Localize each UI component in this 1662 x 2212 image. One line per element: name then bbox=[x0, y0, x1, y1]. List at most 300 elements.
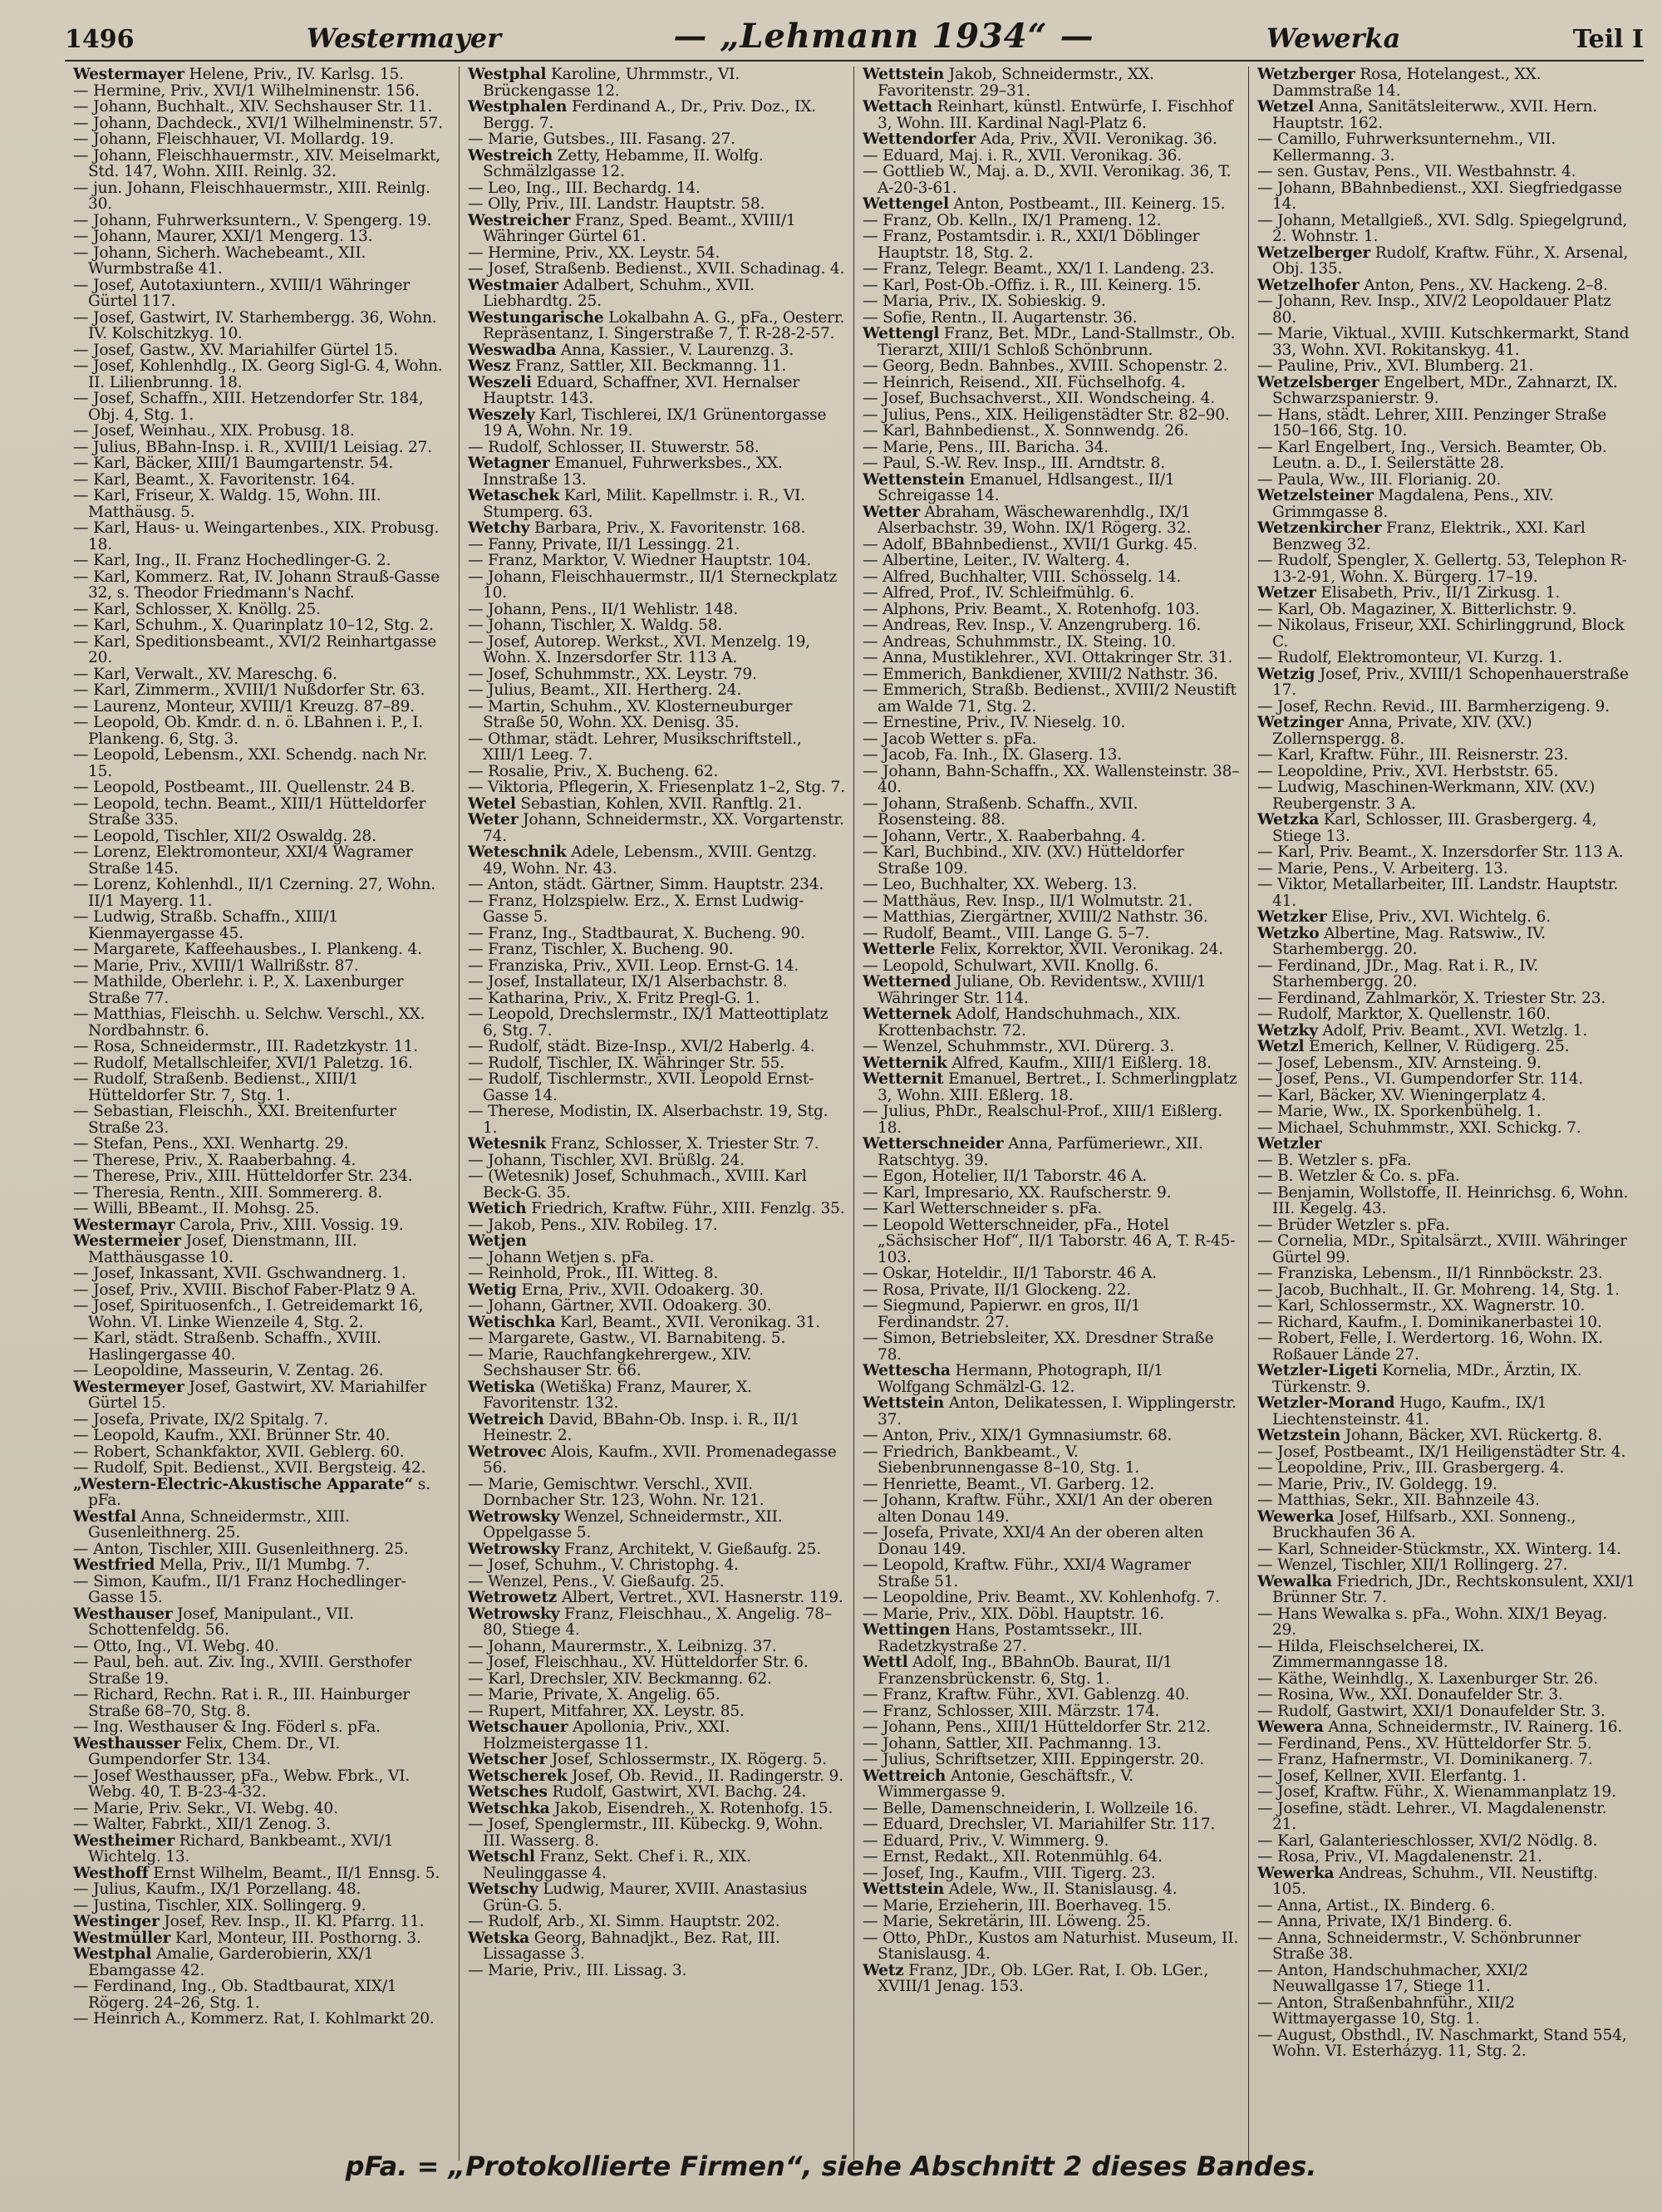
directory-entry bbox=[73, 1070, 450, 1104]
entry-text: — Josef, Straßenb. Bedienst., XVII. Schadinag. 4. bbox=[468, 260, 845, 278]
directory-entry bbox=[468, 455, 845, 489]
directory-entry bbox=[1257, 1896, 1635, 1915]
directory-entry bbox=[73, 1135, 450, 1153]
directory-entry bbox=[1257, 1799, 1635, 1833]
entry-text: Ada, Priv., XVII. Veronikag. 36. bbox=[976, 130, 1217, 148]
entry-text: Anna, Parfümeriewr., XII. Ratschtyg. 39. bbox=[878, 1135, 1203, 1169]
directory-entry bbox=[1257, 1993, 1635, 2028]
entry-text: — Karl, Speditionsbeamt., XVI/2 Reinhartgasse 20. bbox=[73, 632, 437, 666]
directory-entry bbox=[73, 1167, 450, 1185]
directory-entry bbox=[863, 1135, 1240, 1169]
directory-entry bbox=[73, 1540, 450, 1558]
directory-entry bbox=[1257, 1459, 1635, 1477]
entry-surname: Wetiska bbox=[468, 1378, 535, 1396]
entry-text: — Marie, Priv., III. Lissag. 3. bbox=[468, 1961, 687, 1979]
directory-entry bbox=[1257, 66, 1635, 100]
entry-text: — Egon, Hotelier, II/1 Taborstr. 46 A. bbox=[863, 1167, 1148, 1185]
directory-entry bbox=[73, 1767, 450, 1801]
directory-entry bbox=[1257, 1831, 1635, 1850]
entry-surname: Wetschy bbox=[468, 1880, 538, 1898]
directory-entry bbox=[468, 1005, 845, 1040]
entry-text: — Camillo, Fuhrwerksunternehm., VII. Kellermanng. 3. bbox=[1257, 130, 1556, 165]
directory-entry bbox=[468, 1751, 845, 1768]
directory-entry bbox=[73, 1637, 450, 1655]
directory-entry bbox=[1257, 908, 1635, 926]
entry-text: — Anton, Handschuhmacher, XXI/2 Neuwallgasse 17, Stiege 11. bbox=[1257, 1961, 1528, 1995]
entry-text: Emanuel, Fuhrwerksbes., XX. Innstraße 13. bbox=[483, 455, 783, 489]
entry-text: Friedrich, JDr., Rechtskonsulent, XXI/1 Brünner Str. 7. bbox=[1272, 1572, 1635, 1606]
entry-text: Karl, Milit. Kapellmstr. i. R., VI. Stumperg. 63. bbox=[483, 487, 805, 521]
entry-text: — Ernst, Redakt., XII. Rotenmühlg. 64. bbox=[863, 1848, 1163, 1865]
directory-entry bbox=[468, 308, 845, 342]
entry-text: — Wenzel, Tischler, XII/1 Rollingerg. 27. bbox=[1257, 1556, 1568, 1574]
entry-text: Adalbert, Schuhm., XVII. Liebhardtg. 25. bbox=[483, 276, 755, 310]
directory-entry bbox=[468, 1070, 845, 1104]
directory-entry bbox=[863, 130, 1240, 148]
entry-text: Josef, Priv., XVIII/1 Schopenhauerstraße 17. bbox=[1272, 665, 1629, 699]
directory-entry bbox=[1257, 1216, 1635, 1234]
entry-text: Franz, Sped. Beamt., XVIII/1 Währinger Gürtel 61. bbox=[483, 211, 796, 245]
entry-text: Franz, Elektrik., XXI. Karl Benzweg 32. bbox=[1272, 519, 1586, 553]
directory-entry bbox=[468, 341, 845, 359]
directory-entry bbox=[73, 211, 450, 229]
directory-entry bbox=[73, 308, 450, 342]
entry-text: — Oskar, Hoteldir., II/1 Taborstr. 46 A. bbox=[863, 1265, 1157, 1282]
directory-entry bbox=[863, 617, 1240, 634]
entry-text: — Anna, Artist., IX. Binderg. 6. bbox=[1257, 1896, 1496, 1915]
directory-entry bbox=[73, 1038, 450, 1055]
entry-text: — Franz, Holzspielw. Erz., X. Ernst Ludwig-Gasse 5. bbox=[468, 892, 804, 926]
directory-entry bbox=[1257, 519, 1635, 553]
entry-text: — Julius, Beamt., XII. Hertherg. 24. bbox=[468, 681, 742, 699]
entry-surname: Wetzer bbox=[1257, 584, 1316, 602]
entry-text: — Theresia, Rentn., XIII. Sommererg. 8. bbox=[73, 1183, 383, 1202]
column-3 bbox=[854, 66, 1249, 2160]
directory-entry bbox=[1257, 1232, 1635, 1266]
entry-surname: Wetel bbox=[468, 794, 516, 813]
entry-text: — Anton, Straßenbahnführ., XII/2 Wittmayergasse 10, Stg. 1. bbox=[1257, 1993, 1515, 2028]
entry-text: — Franz, Ob. Kelln., IX/1 Prameng. 12. bbox=[863, 211, 1162, 229]
entry-surname: Westmaier bbox=[468, 276, 558, 294]
directory-entry bbox=[863, 406, 1240, 424]
directory-entry bbox=[1257, 1767, 1635, 1785]
directory-entry bbox=[1257, 584, 1635, 602]
entry-text: Amalie, Garderobierin, XX/1 Ebamgasse 42. bbox=[88, 1945, 374, 1979]
entry-text: Emanuel, Bertret., I. Schmerlingplatz 3, Wohn. XIII. Eßlerg. 18. bbox=[878, 1070, 1237, 1104]
entry-text: — Johann, Fleischhauer, VI. Mollardg. 19. bbox=[73, 130, 395, 148]
directory-entry bbox=[468, 1783, 845, 1801]
directory-entry bbox=[73, 794, 450, 828]
entry-text: Helene, Priv., IV. Karlsg. 15. bbox=[184, 66, 404, 83]
entry-text: — Josef, Ing., Kaufm., VIII. Tigerg. 23. bbox=[863, 1864, 1156, 1882]
entry-text: Richard, Bankbeamt., XVI/1 Wichtelg. 13. bbox=[88, 1831, 394, 1865]
entry-text: — Leo, Buchhalter, XX. Weberg. 13. bbox=[863, 876, 1138, 893]
directory-entry bbox=[468, 843, 845, 877]
entry-text: — Karl, Bahnbedienst., X. Sonnwendg. 26. bbox=[863, 422, 1189, 440]
entry-text: — Leopold, Postbeamt., III. Quellenstr. 24 B. bbox=[73, 779, 416, 796]
directory-entry bbox=[863, 1427, 1240, 1444]
entry-text: — Johann, Kraftw. Führ., XXI/1 An der oberen alten Donau 149. bbox=[863, 1492, 1213, 1526]
directory-entry bbox=[73, 2010, 450, 2028]
directory-entry bbox=[1257, 438, 1635, 472]
entry-surname: Wetzko bbox=[1257, 924, 1320, 942]
directory-entry bbox=[73, 98, 450, 116]
directory-entry bbox=[468, 1669, 845, 1688]
entry-text: Magdalena, Pens., XIV. Grimmgasse 8. bbox=[1272, 487, 1554, 521]
entry-text: Anna, Sanitätsleiterww., XVII. Hern. Hauptstr. 162. bbox=[1272, 98, 1597, 132]
entry-text: — Heinrich, Reisend., XII. Füchselhofg. 4. bbox=[863, 373, 1186, 391]
directory-entry bbox=[863, 211, 1240, 229]
entry-text: — Rudolf, Beamt., VIII. Lange G. 5–7. bbox=[863, 924, 1150, 942]
directory-entry bbox=[1257, 1556, 1635, 1574]
directory-entry bbox=[1257, 779, 1635, 813]
entry-text: Jakob, Schneidermstr., XX. Favoritenstr. 29–31. bbox=[878, 66, 1154, 100]
entry-text: — Katharina, Priv., X. Fritz Pregl-G. 1. bbox=[468, 989, 760, 1007]
entry-text: Johann, Schneidermstr., XX. Vorgartenstr. 74. bbox=[483, 811, 844, 845]
directory-entry bbox=[1257, 762, 1635, 780]
directory-entry bbox=[863, 941, 1240, 958]
directory-entry bbox=[468, 811, 845, 845]
directory-entry bbox=[73, 1443, 450, 1461]
directory-entry bbox=[73, 357, 450, 391]
directory-entry bbox=[1257, 843, 1635, 861]
directory-entry bbox=[863, 714, 1240, 731]
directory-entry bbox=[863, 1281, 1240, 1299]
entry-text: — Johann, Bahn-Schaffn., XX. Wallensteinstr. 38–40. bbox=[863, 762, 1240, 796]
directory-entry bbox=[863, 1362, 1240, 1396]
entry-surname: Wetrowsky bbox=[468, 1540, 560, 1558]
directory-entry bbox=[73, 1330, 450, 1364]
directory-entry bbox=[468, 1654, 845, 1671]
entry-text: — Alphons, Priv. Beamt., X. Rotenhofg. 103. bbox=[863, 600, 1200, 618]
directory-entry bbox=[1257, 179, 1635, 213]
directory-entry bbox=[1257, 243, 1635, 278]
entry-text: — Leopold Wetterschneider, pFa., Hotel „Sächsischer Hof“, II/1 Taborstr. 46 A, T. R-45-103. bbox=[863, 1216, 1236, 1266]
entry-text: — Karl, Buchbind., XIV. (XV.) Hütteldorfer Straße 109. bbox=[863, 843, 1184, 877]
directory-entry bbox=[863, 1103, 1240, 1137]
directory-entry bbox=[73, 876, 450, 910]
entry-text: — Karl, Schneider-Stückmstr., XX. Winterg. 14. bbox=[1257, 1540, 1621, 1558]
directory-entry bbox=[468, 1330, 845, 1347]
directory-entry bbox=[73, 422, 450, 440]
entry-text: — Richard, Rechn. Rat i. R., III. Hainburger Straße 68–70, Stg. 8. bbox=[73, 1686, 410, 1720]
directory-entry bbox=[73, 455, 450, 472]
entry-text: — Paul, beh. aut. Ziv. Ing., XVIII. Gersthofer Straße 19. bbox=[73, 1654, 412, 1688]
directory-entry bbox=[863, 924, 1240, 942]
entry-surname: Westhausser bbox=[73, 1734, 181, 1752]
entry-text: — Josef Westhausser, pFa., Webw. Fbrk., VI. Webg. 40, T. B-23-4-32. bbox=[73, 1767, 411, 1801]
entry-text: — Matthäus, Rev. Insp., II/1 Wolmutstr. 21. bbox=[863, 892, 1193, 910]
entry-text: Adele, Lebensm., XVIII. Gentzg. 49, Wohn. Nr. 43. bbox=[483, 843, 817, 877]
directory-entry bbox=[1257, 1475, 1635, 1493]
entry-text: Zetty, Hebamme, II. Wolfg. Schmälzlgasse 12. bbox=[483, 146, 764, 180]
entry-text: — Marie, Sekretärin, III. Löweng. 25. bbox=[863, 1913, 1151, 1930]
directory-entry bbox=[468, 1167, 845, 1202]
directory-entry bbox=[1257, 1783, 1635, 1801]
directory-entry bbox=[468, 1913, 845, 1930]
entry-surname: Wetich bbox=[468, 1200, 527, 1217]
entry-text: — Franz, Ing., Stadtbaurat, X. Bucheng. 90. bbox=[468, 924, 805, 942]
entry-surname: Wetischka bbox=[468, 1313, 556, 1331]
entry-text: — Rosalie, Priv., X. Bucheng. 62. bbox=[468, 762, 719, 780]
entry-surname: Wetzenkircher bbox=[1257, 519, 1382, 537]
directory-entry bbox=[1257, 1265, 1635, 1282]
entry-text: — Therese, Modistin, IX. Alserbachstr. 19, Stg. 1. bbox=[468, 1103, 829, 1137]
directory-entry bbox=[73, 1103, 450, 1137]
entry-text: — Josef, Kraftw. Führ., X. Wienammanplatz 19. bbox=[1257, 1783, 1616, 1801]
directory-entry bbox=[863, 1443, 1240, 1477]
column-4 bbox=[1249, 66, 1644, 2160]
directory-entry bbox=[863, 1864, 1240, 1882]
entry-text: Anna, Kassier., V. Laurenzg. 3. bbox=[556, 341, 794, 359]
entry-text: Apollonia, Priv., XXI. Holzmeistergasse 11. bbox=[483, 1718, 730, 1752]
entry-text: — Johann, Buchhalt., XIV. Sechshauser Str. 11. bbox=[73, 98, 433, 116]
entry-text: — Rudolf, Gastwirt, XXI/1 Donaufelder Str. 3. bbox=[1257, 1702, 1605, 1720]
entry-text: Johann, Bäcker, XVI. Rückertg. 8. bbox=[1340, 1427, 1603, 1444]
directory-entry bbox=[73, 438, 450, 456]
entry-text: — Johann, Fuhrwerksuntern., V. Spengerg. 19. bbox=[73, 211, 432, 229]
directory-entry bbox=[73, 1265, 450, 1282]
directory-entry bbox=[1257, 1751, 1635, 1768]
entry-surname: Westphal bbox=[468, 66, 547, 83]
entry-surname: Westungarische bbox=[468, 308, 604, 327]
directory-entry bbox=[73, 1654, 450, 1688]
entry-text: Andreas, Schuhm., VII. Neustiftg. 105. bbox=[1272, 1864, 1598, 1898]
entry-text: — Hermine, Priv., XX. Leystr. 54. bbox=[468, 243, 720, 262]
entry-text: — Georg, Bedn. Bahnbes., XVIII. Schopenstr. 2. bbox=[863, 357, 1228, 375]
entry-text: Anton, Pens., XV. Hackeng. 2–8. bbox=[1359, 276, 1608, 294]
directory-entry bbox=[73, 1799, 450, 1817]
entry-surname: Weszeli bbox=[468, 373, 532, 391]
directory-entry bbox=[73, 390, 450, 424]
directory-entry bbox=[468, 730, 845, 764]
directory-entry bbox=[73, 243, 450, 278]
entry-text: — Alfred, Prof., IV. Schleifmühlg. 6. bbox=[863, 584, 1134, 602]
directory-entry bbox=[468, 438, 845, 456]
entry-text: — Karl, Galanterieschlosser, XVI/2 Nödlg. 8. bbox=[1257, 1831, 1598, 1850]
entry-surname: Wetig bbox=[468, 1281, 517, 1299]
directory-entry bbox=[863, 1492, 1240, 1526]
entry-surname: Wettenstein bbox=[863, 470, 965, 489]
entry-text: — Therese, Priv., XIII. Hütteldorfer Str. 234. bbox=[73, 1167, 413, 1185]
directory-entry bbox=[468, 260, 845, 278]
directory-entry bbox=[468, 519, 845, 537]
entry-text: — Rosa, Private, II/1 Glockeng. 22. bbox=[863, 1281, 1132, 1299]
directory-entry bbox=[73, 1427, 450, 1444]
entry-text: Karoline, Uhrmmstr., VI. Brückengasse 12. bbox=[483, 66, 740, 100]
entry-text: — Josefa, Private, XXI/4 An der oberen alten Donau 149. bbox=[863, 1524, 1204, 1558]
entry-text: — Josef, Inkassant, XVII. Gschwandnerg. 1. bbox=[73, 1265, 406, 1282]
entry-surname: Wetternek bbox=[863, 1005, 951, 1023]
entry-text: — Leopoldine, Priv., III. Grasbergerg. 4. bbox=[1257, 1459, 1565, 1477]
directory-entry bbox=[863, 260, 1240, 278]
entry-text: s. pFa. bbox=[88, 1475, 430, 1509]
entry-text: — Matthias, Fleischh. u. Selchw. Verschl., XX. Nordbahnstr. 6. bbox=[73, 1005, 425, 1040]
directory-entry bbox=[863, 876, 1240, 893]
directory-entry bbox=[73, 552, 450, 569]
directory-entry bbox=[73, 66, 450, 83]
entry-text: Kornelia, MDr., Ärztin, IX. Türkenstr. 9. bbox=[1272, 1362, 1582, 1396]
entry-text: — Josef, Installateur, IX/1 Alserbachstr. 8. bbox=[468, 973, 788, 990]
entry-text: — Leo, Ing., III. Bechardg. 14. bbox=[468, 179, 701, 197]
directory-entry bbox=[1257, 1913, 1635, 1930]
entry-text: Karl, Beamt., XVII. Veronikag. 31. bbox=[555, 1313, 820, 1331]
entry-text: — Josef, Spenglermstr., III. Kübeckg. 9, Wohn. III. Wasserg. 8. bbox=[468, 1816, 824, 1850]
entry-text: Franz, Schlosser, X. Triester Str. 7. bbox=[545, 1135, 819, 1153]
directory-entry bbox=[73, 1929, 450, 1947]
entry-text: — B. Wetzler & Co. s. pFa. bbox=[1257, 1167, 1460, 1185]
directory-entry bbox=[1257, 1961, 1635, 1995]
entry-text: — jun. Johann, Fleischhauermstr., XIII. Reinlg. 30. bbox=[73, 179, 430, 213]
directory-entry bbox=[73, 1507, 450, 1541]
directory-entry bbox=[1257, 1492, 1635, 1509]
entry-text: — Johann, Dachdeck., XVI/1 Wilhelminenstr. 57. bbox=[73, 114, 443, 132]
page-number: 1496 bbox=[65, 25, 135, 54]
entry-surname: Wetzberger bbox=[1257, 66, 1355, 83]
entry-text: — Robert, Felle, I. Werdertorg. 16, Wohn. IX. Roßauer Lände 27. bbox=[1257, 1330, 1603, 1364]
directory-entry bbox=[468, 1313, 845, 1331]
directory-entry bbox=[863, 66, 1240, 100]
entry-text: David, BBahn-Ob. Insp. i. R., II/1 Heinestr. 2. bbox=[483, 1410, 800, 1444]
entry-text: — Karl, städt. Straßenb. Schaffn., XVIII. Haslingergasse 40. bbox=[73, 1330, 381, 1364]
entry-text: Georg, Bahnadjkt., Bez. Rat, III. Lissagasse 3. bbox=[483, 1929, 780, 1963]
entry-text: — Leopold, Ob. Kmdr. d. n. ö. LBahnen i. P., I. Plankeng. 6, Stg. 3. bbox=[73, 714, 424, 748]
directory-entry bbox=[863, 470, 1240, 504]
entry-surname: Weteschnik bbox=[468, 843, 567, 861]
directory-entry bbox=[1257, 211, 1635, 245]
directory-entry bbox=[73, 130, 450, 148]
entry-text: Abraham, Wäschewarenhdlg., IX/1 Alserbachstr. 39, Wohn. IX/1 Rögerg. 32. bbox=[878, 503, 1192, 537]
directory-entry bbox=[468, 1880, 845, 1915]
entry-text: — Marie, Pens., V. Arbeiterg. 13. bbox=[1257, 859, 1508, 877]
entry-surname: Wewerka bbox=[1257, 1507, 1335, 1526]
entry-text: Karl, Tischlerei, IX/1 Grünentorgasse 19 A, Wohn. Nr. 19. bbox=[483, 406, 827, 440]
directory-entry bbox=[1257, 1054, 1635, 1072]
entry-surname: Wetzstein bbox=[1257, 1427, 1341, 1444]
entry-text: — Josef, Autotaxiuntern., XVIII/1 Währinger Gürtel 117. bbox=[73, 276, 411, 310]
directory-entry bbox=[1257, 98, 1635, 132]
directory-entry bbox=[73, 779, 450, 796]
entry-text: — Marie, Viktual., XVIII. Kutschkermarkt, Stand 33, Wohn. XVI. Rokitanskyg. 41. bbox=[1257, 325, 1630, 359]
entry-text: — Rudolf, Schlosser, II. Stuwerstr. 58. bbox=[468, 438, 760, 456]
directory-entry bbox=[863, 827, 1240, 845]
directory-entry bbox=[468, 779, 845, 796]
directory-entry bbox=[1257, 1605, 1635, 1639]
entry-text: Felix, Chem. Dr., VI. Gumpendorfer Str. 134. bbox=[88, 1734, 341, 1768]
directory-entry bbox=[863, 1297, 1240, 1331]
directory-entry bbox=[468, 130, 845, 148]
directory-entry bbox=[863, 1167, 1240, 1185]
directory-entry bbox=[863, 552, 1240, 569]
entry-surname: Wetzinger bbox=[1257, 714, 1344, 731]
entry-text: — Franz, Tischler, X. Bucheng. 90. bbox=[468, 941, 734, 958]
entry-text: Sebastian, Kohlen, XVII. Ranftlg. 21. bbox=[515, 794, 803, 813]
entry-text: — Margarete, Kaffeehausbes., I. Plankeng. 4. bbox=[73, 941, 422, 958]
entry-text: — Rudolf, Spit. Bedienst., XVII. Bergsteig. 42. bbox=[73, 1459, 426, 1477]
entry-text: Josef, Gastwirt, XV. Mariahilfer Gürtel 15. bbox=[88, 1378, 427, 1412]
directory-entry bbox=[863, 163, 1240, 197]
column-1 bbox=[65, 66, 460, 2160]
entry-surname: Wetzelberger bbox=[1257, 243, 1371, 262]
entry-text: (Wetiška) Franz, Maurer, X. Favoritenstr. 132. bbox=[483, 1378, 752, 1412]
entry-text: Rosa, Hotelangest., XX. Dammstraße 14. bbox=[1272, 66, 1542, 100]
directory-entry bbox=[1257, 1443, 1635, 1461]
directory-entry bbox=[1257, 163, 1635, 180]
entry-surname: Westheimer bbox=[73, 1831, 175, 1850]
entry-text: — Rudolf, Arb., XI. Simm. Hauptstr. 202. bbox=[468, 1913, 780, 1930]
directory-entry bbox=[468, 568, 845, 602]
entry-text: Franz, Fleischhau., X. Angelig. 78–80, Stiege 4. bbox=[483, 1605, 832, 1639]
directory-entry bbox=[863, 681, 1240, 715]
entry-text: Albert, Vertret., XVI. Hasnerstr. 119. bbox=[557, 1589, 843, 1606]
entry-surname: Wetschl bbox=[468, 1848, 535, 1865]
entry-surname: Wettendorfer bbox=[863, 130, 976, 148]
entry-surname: Wesz bbox=[468, 357, 511, 375]
entry-text: — Johann, Pens., II/1 Wehlistr. 148. bbox=[468, 600, 738, 618]
entry-text: — Karl, Ob. Magaziner, X. Bitterlichstr. 9. bbox=[1257, 600, 1577, 618]
entry-text: — Rudolf, Elektromonteur, VI. Kurzg. 1. bbox=[1257, 649, 1563, 666]
entry-text: — Josef, Priv., XVIII. Bischof Faber-Platz 9 A. bbox=[73, 1281, 416, 1299]
entry-text: — (Wetesnik) Josef, Schuhmach., XVIII. Karl Beck-G. 35. bbox=[468, 1167, 807, 1202]
entry-text: — Emmerich, Bankdiener, XVIII/2 Nathstr. 36. bbox=[863, 665, 1218, 683]
directory-entry bbox=[468, 876, 845, 893]
entry-text: — Franz, Marktor, V. Wiedner Hauptstr. 104. bbox=[468, 552, 812, 569]
entry-text: — Leopoldine, Priv. Beamt., XV. Kohlenhofg. 7. bbox=[863, 1589, 1220, 1606]
entry-surname: Wetzel bbox=[1257, 98, 1315, 116]
directory-entry bbox=[863, 730, 1240, 748]
directory-entry bbox=[468, 941, 845, 958]
entry-text: — Simon, Betriebsleiter, XX. Dresdner Straße 78. bbox=[863, 1330, 1214, 1364]
entry-text: — Robert, Schankfaktor, XVII. Geblerg. 60. bbox=[73, 1443, 405, 1461]
entry-surname: Westfal bbox=[73, 1507, 136, 1526]
entry-text: — Leopold, Schulwart, XVII. Knollg. 6. bbox=[863, 956, 1159, 975]
entry-text: Anton, Postbeamt., III. Keinerg. 15. bbox=[948, 195, 1226, 213]
directory-entry bbox=[863, 455, 1240, 472]
part-label: Teil I bbox=[1572, 25, 1644, 54]
directory-entry bbox=[1257, 714, 1635, 748]
entry-text: — Johann, Sattler, XII. Pachmanng. 13. bbox=[863, 1734, 1162, 1752]
entry-surname: Westreich bbox=[468, 146, 553, 165]
directory-entry bbox=[468, 1378, 845, 1412]
entry-text: — Nikolaus, Friseur, XXI. Schirlinggrund, Block C. bbox=[1257, 617, 1625, 651]
entry-text: — Ernestine, Priv., IV. Nieselg. 10. bbox=[863, 714, 1126, 731]
directory-entry bbox=[73, 1475, 450, 1509]
directory-entry bbox=[468, 535, 845, 553]
entry-surname: Wetzky bbox=[1257, 1021, 1318, 1040]
directory-entry bbox=[1257, 649, 1635, 666]
entry-surname: Wetchy bbox=[468, 519, 530, 537]
entry-text: — Marie, Gemischtwr. Verschl., XVII. Dornbacher Str. 123, Wohn. Nr. 121. bbox=[468, 1475, 765, 1509]
entry-text: Felix, Korrektor, XVII. Veronikag. 24. bbox=[935, 941, 1224, 958]
directory-entry bbox=[468, 243, 845, 262]
entry-text: — Wenzel, Schuhmmstr., XVI. Dürerg. 3. bbox=[863, 1038, 1174, 1055]
directory-entry bbox=[73, 1232, 450, 1266]
directory-entry bbox=[1257, 859, 1635, 877]
entry-surname: Westphalen bbox=[468, 98, 568, 116]
entry-text: Albertine, Mag. Ratswiw., IV. Starhembergg. 20. bbox=[1272, 924, 1546, 958]
directory-entry bbox=[863, 794, 1240, 828]
entry-text: — Willi, BBeamt., II. Mohsg. 25. bbox=[73, 1200, 320, 1217]
directory-entry bbox=[73, 746, 450, 780]
directory-entry bbox=[1257, 1734, 1635, 1752]
directory-entry bbox=[863, 1054, 1240, 1072]
entry-text: — Therese, Priv., X. Raaberbahng. 4. bbox=[73, 1151, 356, 1169]
entry-text: — Josef, Buchsachverst., XII. Wondscheing. 4. bbox=[863, 390, 1215, 407]
directory-entry bbox=[468, 1589, 845, 1606]
entry-text: — Josef, Schuhmmstr., XX. Leystr. 79. bbox=[468, 665, 757, 683]
entry-surname: Wetrovec bbox=[468, 1443, 547, 1461]
directory-entry bbox=[73, 341, 450, 359]
